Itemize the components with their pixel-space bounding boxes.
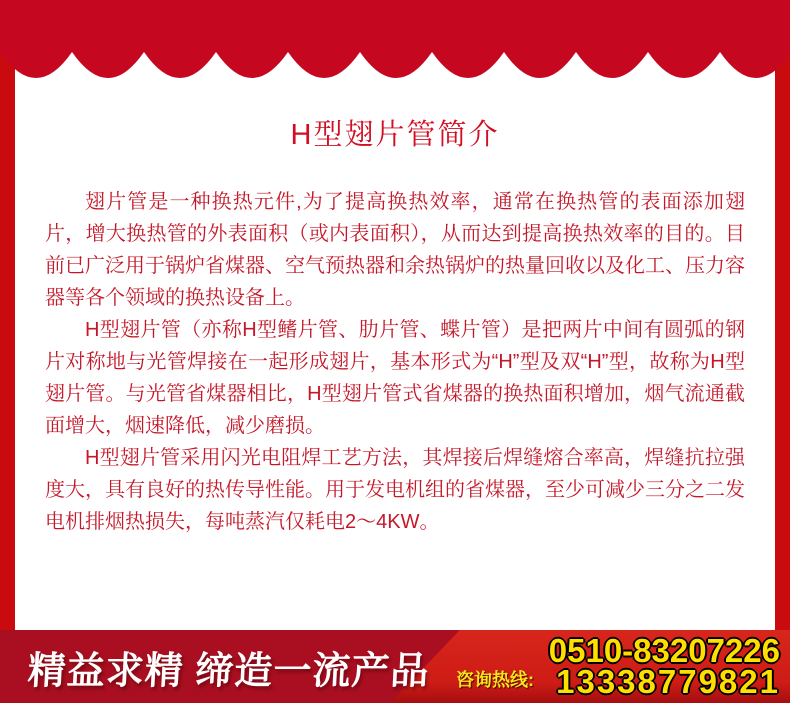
paragraph-intro: 翅片管是一种换热元件,为了提高换热效率，通常在换热管的表面添加翅片，增大换热管的外表面积（或内表面积），从而达到提高换热效率的目的。目前已广泛用于锅炉省煤器、空气预热器和余热锅炉的热量回收以及化工、压力容器等各个领域的换热设备上。 <box>45 191 745 309</box>
paragraph-welding: H型翅片管采用闪光电阻焊工艺方法，其焊接后焊缝熔合率高，焊缝抗拉强度大，具有良好的热传导性能。用于发电机组的省煤器，至少可减少三分之二发电机排烟热损失，每吨蒸汽仅耗电2～4KW。 <box>45 447 745 533</box>
footer-slogan: 精益求精 缔造一流产品 <box>26 650 431 692</box>
scalloped-header-banner <box>0 0 790 82</box>
page-title: H型翅片管简介 <box>290 119 500 151</box>
paragraph-structure: H型翅片管（亦称H型鳍片管、肋片管、蝶片管）是把两片中间有圆弧的钢片对称地与光管焊接在一起形成翅片，基本形式为“H”型及双“H”型，故称为H型翅片管。与光管省煤器相比，H型翅片管式省煤器的换热面积增加，烟气流通截面增大，烟速降低，减少磨损。 <box>45 319 745 437</box>
article-body <box>45 186 745 538</box>
hotline-label: 咨询热线: <box>456 670 534 690</box>
left-border-stripe <box>0 0 15 630</box>
right-border-stripe <box>775 0 790 630</box>
footer-banner <box>0 630 790 703</box>
phone-number-mobile: 13338779821 <box>556 663 780 700</box>
phone-number-landline: 0510-83207226 <box>548 632 780 669</box>
phone-numbers <box>548 632 780 700</box>
